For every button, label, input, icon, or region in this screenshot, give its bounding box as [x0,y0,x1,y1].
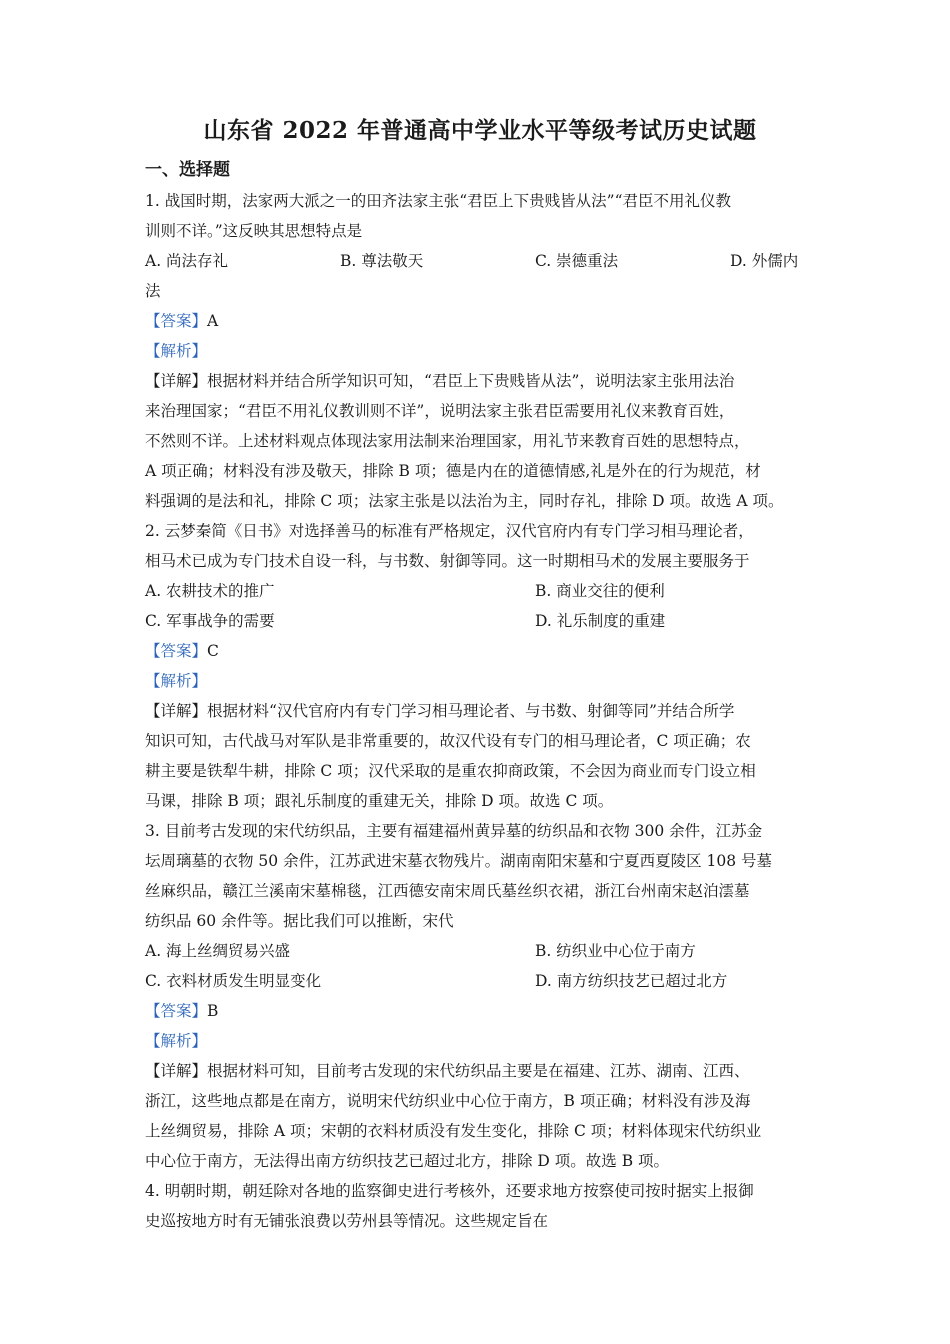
stem-line: 丝麻织品，赣江兰溪南宋墓棉毯，江西德安南宋周氏墓丝织衣裙，浙江台州南宋赵泊澐墓 [145,882,750,900]
detail-paragraph [145,696,815,816]
answer-value: A [207,312,219,330]
option-a: A. 农耕技术的推广 [145,582,275,600]
analysis-line [145,666,815,696]
option-c: C. 崇德重法 [535,252,619,270]
analysis-tag: 【解析】 [145,672,208,690]
option-d: D. 南方纺织技艺已超过北方 [535,972,728,990]
detail-line: 浙江，这些地点都是在南方，说明宋代纺织业中心位于南方，B 项正确；材料没有涉及海 [145,1092,751,1110]
analysis-tag: 【解析】 [145,1032,208,1050]
detail-line: 耕主要是铁犁牛耕，排除 C 项；汉代采取的是重农抑商政策，不会因为商业而专门设立相 [145,762,756,780]
detail-line: A 项正确；材料没有涉及敬天，排除 B 项；德是内在的道德情感,礼是外在的行为规范，材 [145,462,761,480]
answer-value: C [207,642,219,660]
question-2-stem [145,516,815,576]
stem-line: 2. 云梦秦简《日书》对选择善马的标准有严格规定，汉代官府内有专门学习相马理论者， [145,522,754,540]
detail-line: 料强调的是法和礼，排除 C 项；法家主张是以法治为主，同时存礼，排除 D 项。故选 A 项。 [145,492,784,510]
answer-tag: 【答案】 [145,642,208,660]
detail-line: 知识可知，古代战马对军队是非常重要的，故汉代设有专门的相马理论者，C 项正确；农 [145,732,751,750]
detail-tag: 【详解】 [145,372,208,390]
detail-line: 来治理国家；“君臣不用礼仪教训则不详”，说明法家主张君臣需要用礼仪来教育百姓， [145,402,735,420]
question-4 [145,1176,815,1236]
question-1 [145,186,815,516]
option-c: C. 军事战争的需要 [145,612,275,630]
detail-line: 根据材料可知，目前考古发现的宋代纺织品主要是在福建、江苏、湖南、江西、 [207,1062,750,1080]
document-page [145,112,815,1236]
answer-line [145,306,815,336]
question-2 [145,516,815,816]
section-heading: 一、选择题 [145,160,230,180]
stem-line: 史巡按地方时有无铺张浪费以劳州县等情况。这些规定旨在 [145,1212,549,1230]
stem-line: 4. 明朝时期，朝廷除对各地的监察御史进行考核外，还要求地方按察使司按时据实上报御 [145,1182,754,1200]
answer-tag: 【答案】 [145,312,208,330]
detail-line: 上丝绸贸易，排除 A 项；宋朝的衣料材质没有发生变化，排除 C 项；材料体现宋代纺织业 [145,1122,762,1140]
stem-line: 训则不详。”这反映其思想特点是 [145,222,363,240]
stem-line: 纺织品 60 余件等。据比我们可以推断，宋代 [145,912,454,930]
analysis-line [145,336,815,366]
detail-tag: 【详解】 [145,702,208,720]
option-d-wrap: 法 [145,282,161,300]
option-d: D. 外儒内 [730,252,799,270]
stem-line: 3. 目前考古发现的宋代纺织品，主要有福建福州黄异墓的纺织品和衣物 300 余件，江苏金 [145,822,763,840]
answer-value: B [207,1002,219,1020]
analysis-line [145,1026,815,1056]
question-2-options-row-2 [145,606,815,636]
option-c: C. 衣料材质发生明显变化 [145,972,322,990]
question-1-options [145,246,815,276]
question-3 [145,816,815,1176]
question-4-stem [145,1176,815,1236]
option-a: A. 海上丝绸贸易兴盛 [145,942,291,960]
question-3-options-row-1 [145,936,815,966]
answer-line [145,636,815,666]
option-d: D. 礼乐制度的重建 [535,612,666,630]
page-title: 山东省 2022 年普通高中学业水平等级考试历史试题 [203,117,757,144]
detail-line: 根据材料“汉代官府内有专门学习相马理论者、与书数、射御等同”并结合所学 [207,702,735,720]
question-3-options-row-2 [145,966,815,996]
stem-line: 相马术已成为专门技术自设一科，与书数、射御等同。这一时期相马术的发展主要服务于 [145,552,750,570]
detail-paragraph [145,1056,815,1176]
stem-line: 坛周璃墓的衣物 50 余件，江苏武进宋墓衣物残片。湖南南阳宋墓和宁夏西夏陵区 108 号墓 [145,852,773,870]
question-1-stem [145,186,815,246]
answer-line [145,996,815,1026]
detail-line: 不然则不详。上述材料观点体现法家用法制来治理国家，用礼节来教育百姓的思想特点， [145,432,750,450]
detail-paragraph [145,366,815,516]
question-3-stem [145,816,815,936]
detail-line: 中心位于南方，无法得出南方纺织技艺已超过北方，排除 D 项。故选 B 项。 [145,1152,670,1170]
detail-line: 根据材料并结合所学知识可知，“君臣上下贵贱皆从法”，说明法家主张用法治 [207,372,735,390]
option-b: B. 商业交往的便利 [535,582,665,600]
detail-tag: 【详解】 [145,1062,208,1080]
answer-tag: 【答案】 [145,1002,208,1020]
detail-line: 马课，排除 B 项；跟礼乐制度的重建无关，排除 D 项。故选 C 项。 [145,792,614,810]
option-b: B. 尊法敬天 [340,252,424,270]
analysis-tag: 【解析】 [145,342,208,360]
option-b: B. 纺织业中心位于南方 [535,942,696,960]
stem-line: 1. 战国时期，法家两大派之一的田齐法家主张“君臣上下贵贱皆从法”“君臣不用礼仪教 [145,192,731,210]
option-a: A. 尚法存礼 [145,252,229,270]
question-2-options-row-1 [145,576,815,606]
